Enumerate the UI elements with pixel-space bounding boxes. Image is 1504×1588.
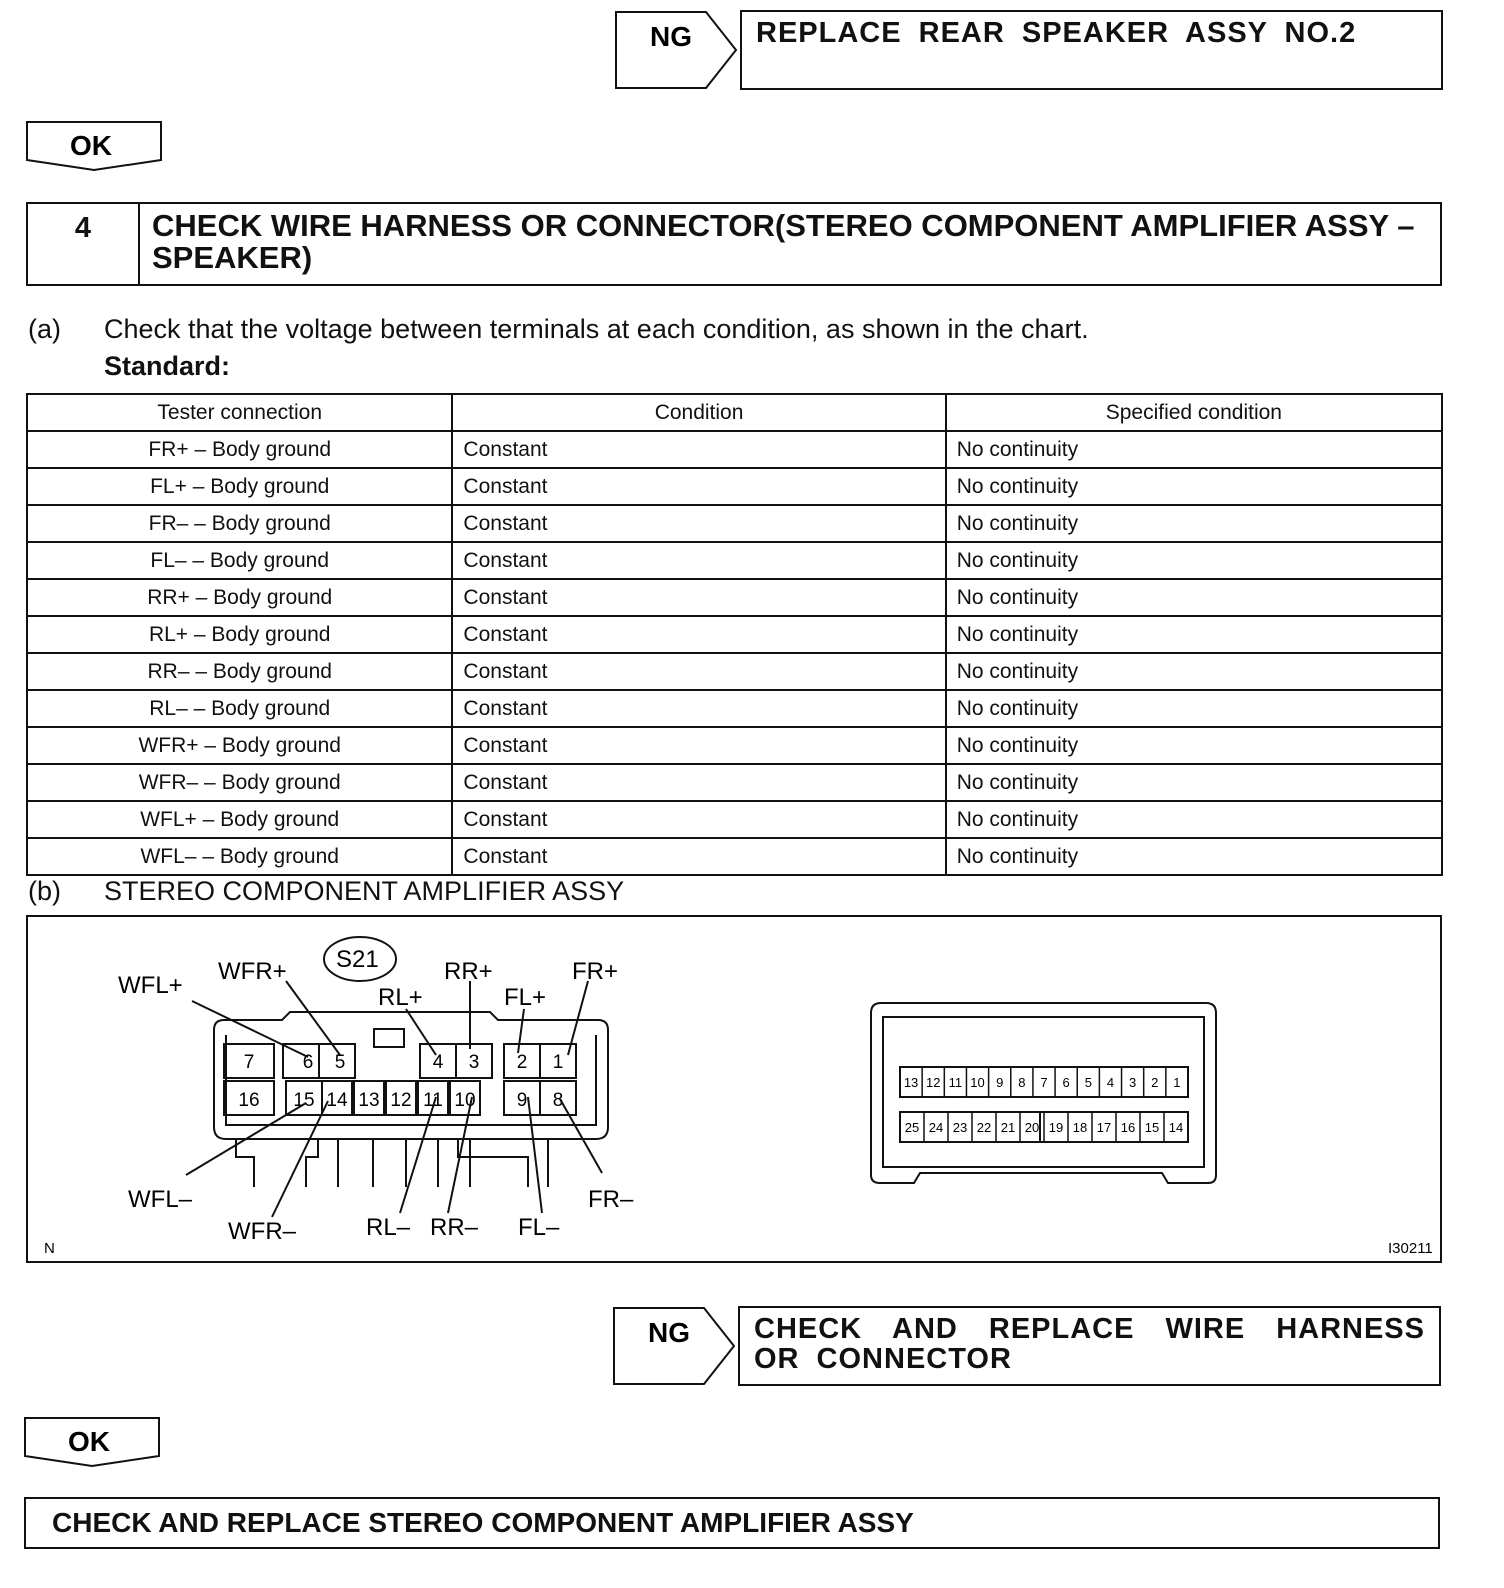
table-header-row <box>27 394 1442 431</box>
right-pin-bottom: 17 <box>1096 1120 1112 1135</box>
right-pin-bottom: 15 <box>1144 1120 1160 1135</box>
right-pin-top: 7 <box>1040 1075 1048 1090</box>
left-pin-bottom: 11 <box>423 1090 443 1111</box>
right-pin-top: 10 <box>970 1075 985 1090</box>
right-pin-top: 5 <box>1084 1075 1092 1090</box>
right-pin-top: 2 <box>1151 1075 1159 1090</box>
label-rr-minus: RR– <box>430 1214 479 1241</box>
step-title: CHECK WIRE HARNESS OR CONNECTOR(STEREO COMPONENT AMPLIFIER ASSY – SPEAKER) <box>152 208 1415 275</box>
cell-specified-condition: No continuity <box>946 801 1442 838</box>
table-row <box>27 468 1442 505</box>
table-row <box>27 801 1442 838</box>
label-wfr-minus: WFR– <box>228 1218 296 1245</box>
cell-tester-connection: WFR– – Body ground <box>27 764 452 801</box>
header-tester-connection: Tester connection <box>27 394 452 431</box>
spec-table <box>26 393 1443 876</box>
header-specified-condition: Specified condition <box>946 394 1442 431</box>
diagram-caption: STEREO COMPONENT AMPLIFIER ASSY <box>104 876 625 906</box>
cell-specified-condition: No continuity <box>946 468 1442 505</box>
cell-condition: Constant <box>452 505 945 542</box>
left-pin-top: 2 <box>516 1052 528 1073</box>
label-s21: S21 <box>336 946 379 973</box>
cell-specified-condition: No continuity <box>946 542 1442 579</box>
table-row <box>27 653 1442 690</box>
table-row <box>27 505 1442 542</box>
header-condition: Condition <box>452 394 945 431</box>
instruction-marker: (a) <box>28 314 61 344</box>
right-pin-top: 4 <box>1106 1075 1115 1090</box>
cell-tester-connection: RR+ – Body ground <box>27 579 452 616</box>
label-fr-minus: FR– <box>588 1186 634 1213</box>
ng-result-1: REPLACE REAR SPEAKER ASSY NO.2 <box>740 10 1443 90</box>
label-rl-plus: RL+ <box>378 984 423 1011</box>
cell-tester-connection: WFL+ – Body ground <box>27 801 452 838</box>
table-row <box>27 727 1442 764</box>
final-action: CHECK AND REPLACE STEREO COMPONENT AMPLIFIER ASSY <box>24 1497 1440 1549</box>
ng-result-2: CHECK AND REPLACE WIRE HARNESS OR CONNECTOR <box>738 1306 1441 1386</box>
label-fl-minus: FL– <box>518 1214 560 1241</box>
cell-tester-connection: FR– – Body ground <box>27 505 452 542</box>
ng-arrow-1 <box>614 10 740 90</box>
cell-specified-condition: No continuity <box>946 690 1442 727</box>
cell-tester-connection: RL+ – Body ground <box>27 616 452 653</box>
ok-tag-2 <box>23 1416 161 1468</box>
right-pin-top: 8 <box>1018 1075 1026 1090</box>
right-pin-top: 12 <box>925 1075 941 1090</box>
cell-tester-connection: WFR+ – Body ground <box>27 727 452 764</box>
left-pin-top: 1 <box>552 1052 564 1073</box>
left-pin-bottom: 10 <box>454 1090 476 1111</box>
label-fl-plus: FL+ <box>504 984 547 1011</box>
left-pin-bottom: 12 <box>390 1090 412 1111</box>
left-pin-top: 4 <box>432 1052 444 1073</box>
cell-condition: Constant <box>452 727 945 764</box>
ng-arrow-2 <box>612 1306 738 1386</box>
cell-condition: Constant <box>452 579 945 616</box>
cell-condition: Constant <box>452 764 945 801</box>
cell-condition: Constant <box>452 542 945 579</box>
right-pin-bottom: 21 <box>1000 1120 1016 1135</box>
instruction-text: Check that the voltage between terminals at each condition, as shown in the chart. <box>104 314 1089 344</box>
cell-tester-connection: FL– – Body ground <box>27 542 452 579</box>
left-pin-top: 6 <box>302 1052 314 1073</box>
right-pin-bottom: 25 <box>904 1120 920 1135</box>
table-row <box>27 690 1442 727</box>
right-pin-bottom: 18 <box>1072 1120 1088 1135</box>
ok-tag-1 <box>25 120 163 172</box>
left-pin-bottom: 9 <box>516 1090 528 1111</box>
cell-condition: Constant <box>452 431 945 468</box>
corner-left: N <box>44 1240 55 1257</box>
right-pin-top: 11 <box>948 1075 963 1090</box>
right-pin-bottom: 19 <box>1048 1120 1064 1135</box>
label-rr-plus: RR+ <box>444 958 493 985</box>
cell-condition: Constant <box>452 801 945 838</box>
ng-badge-2: NG <box>648 1317 690 1348</box>
cell-condition: Constant <box>452 468 945 505</box>
ok-badge-2: OK <box>68 1426 110 1457</box>
connector-diagram <box>26 915 1442 1263</box>
table-row <box>27 764 1442 801</box>
right-pin-bottom: 20 <box>1024 1120 1040 1135</box>
step-number: 4 <box>28 204 140 284</box>
cell-condition: Constant <box>452 690 945 727</box>
left-pin-bottom: 15 <box>293 1090 315 1111</box>
cell-condition: Constant <box>452 653 945 690</box>
right-pin-bottom: 16 <box>1120 1120 1136 1135</box>
right-pin-top: 9 <box>996 1075 1004 1090</box>
cell-specified-condition: No continuity <box>946 764 1442 801</box>
connector-drawing <box>28 917 1440 1261</box>
left-pin-bottom: 8 <box>552 1090 564 1111</box>
right-pin-top: 6 <box>1062 1075 1070 1090</box>
step-header <box>26 202 1442 286</box>
label-wfl-plus: WFL+ <box>118 972 183 999</box>
left-pin-top: 3 <box>468 1052 480 1073</box>
ng-badge-1: NG <box>650 21 692 52</box>
left-pin-top: 7 <box>243 1052 255 1073</box>
cell-condition: Constant <box>452 838 945 875</box>
left-pin-bottom: 13 <box>358 1090 380 1111</box>
corner-right: I30211 <box>1388 1240 1433 1257</box>
right-pin-top: 13 <box>903 1075 919 1090</box>
cell-specified-condition: No continuity <box>946 616 1442 653</box>
table-row <box>27 579 1442 616</box>
cell-tester-connection: WFL– – Body ground <box>27 838 452 875</box>
cell-specified-condition: No continuity <box>946 727 1442 764</box>
label-rl-minus: RL– <box>366 1214 411 1241</box>
table-row <box>27 616 1442 653</box>
label-fr-plus: FR+ <box>572 958 619 985</box>
table-row <box>27 431 1442 468</box>
left-pin-bottom: 16 <box>238 1090 260 1111</box>
right-pin-top: 3 <box>1128 1075 1137 1090</box>
right-pin-bottom: 14 <box>1168 1120 1184 1135</box>
right-pin-bottom: 23 <box>952 1120 968 1135</box>
cell-specified-condition: No continuity <box>946 579 1442 616</box>
table-row <box>27 838 1442 875</box>
standard-label: Standard: <box>104 351 231 381</box>
left-pin-top: 5 <box>334 1052 346 1073</box>
right-pin-bottom: 22 <box>976 1120 992 1135</box>
right-pin-bottom: 24 <box>928 1120 944 1135</box>
label-wfr-plus: WFR+ <box>218 958 287 985</box>
cell-tester-connection: FR+ – Body ground <box>27 431 452 468</box>
ok-badge-1: OK <box>70 130 112 161</box>
cell-tester-connection: RR– – Body ground <box>27 653 452 690</box>
cell-condition: Constant <box>452 616 945 653</box>
label-wfl-minus: WFL– <box>128 1186 193 1213</box>
table-row <box>27 542 1442 579</box>
diagram-marker: (b) <box>28 876 61 906</box>
cell-tester-connection: FL+ – Body ground <box>27 468 452 505</box>
cell-specified-condition: No continuity <box>946 431 1442 468</box>
cell-tester-connection: RL– – Body ground <box>27 690 452 727</box>
cell-specified-condition: No continuity <box>946 505 1442 542</box>
cell-specified-condition: No continuity <box>946 653 1442 690</box>
right-pin-top: 1 <box>1173 1075 1181 1090</box>
left-pin-bottom: 14 <box>326 1090 348 1111</box>
cell-specified-condition: No continuity <box>946 838 1442 875</box>
